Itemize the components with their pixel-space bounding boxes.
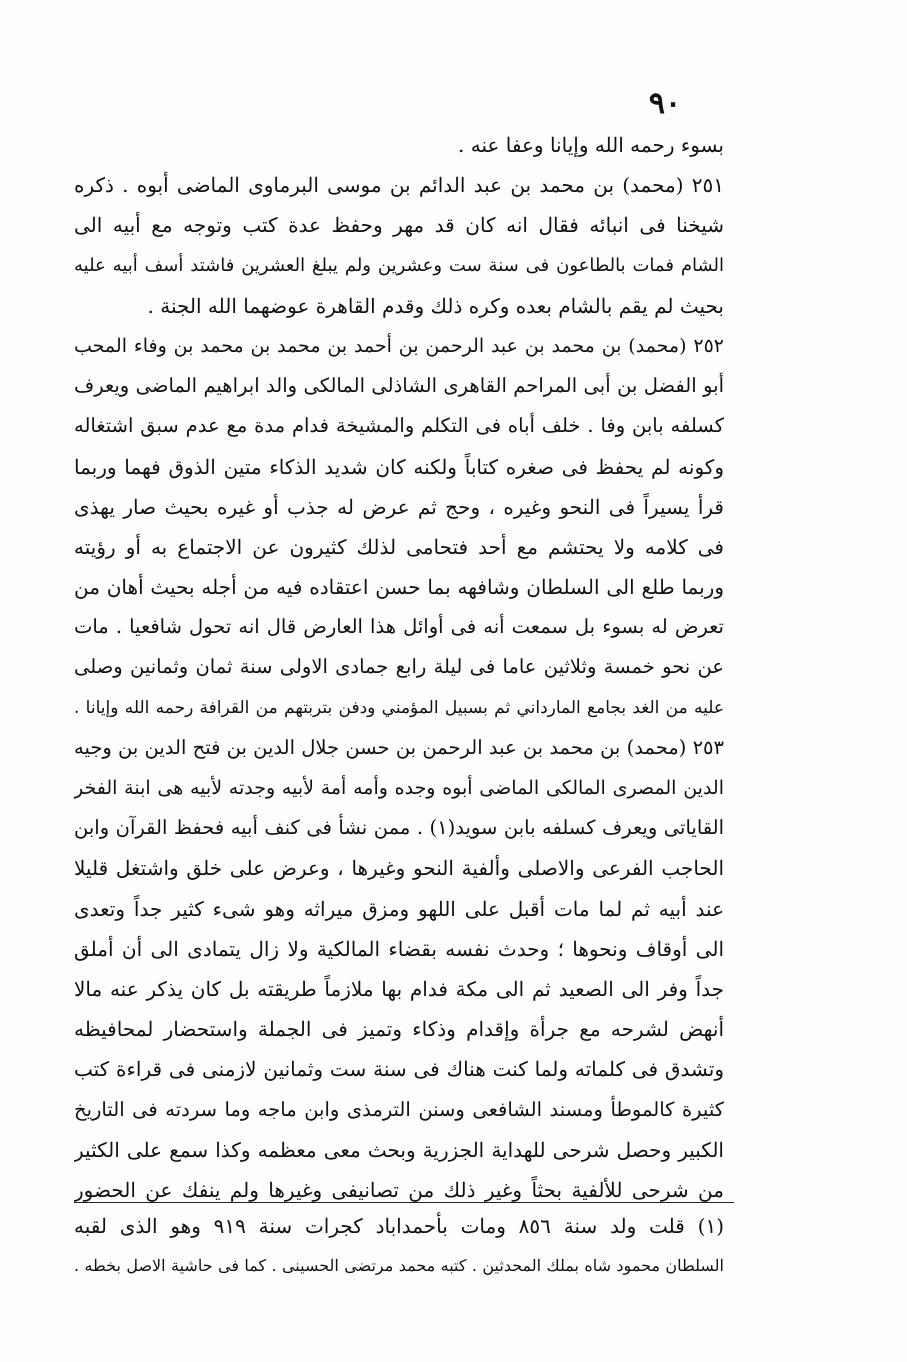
text-line: وكونه لم يحفظ فى صغره كتاباً ولكنه كان شديد الذكاء متين الذوق فهما وربما (74, 454, 724, 479)
text-line: الدين المصرى المالكى الماضى أبوه وجده وأمه أمة لأبيه وجدته لأبيه هى ابنة الفخر (74, 777, 724, 799)
text-line: القاياتى ويعرف كسلفه بابن سويد(١) . ممن نشأ فى كنف أبيه فحفظ القرآن وابن (74, 816, 724, 840)
text-line: الى أوقاف ونحوها ؛ وحدث نفسه بقضاء المالكية ولا زال يتمادى الى أن أملق (74, 936, 724, 961)
footnote-line: (١) قلت ولد سنة ٨٥٦ ومات بأحمداباد كجرات سنة ٩١٩ وهو الذى لقبه (74, 1214, 724, 1238)
footnote-divider (74, 1202, 734, 1203)
text-line: بحيث لم يقم بالشام بعده وكره ذلك وقدم القاهرة عوضهما الله الجنة . (147, 293, 724, 318)
text-line: أنهض لشرحه مع جرأة وإقدام وذكاء وتميز فى الجملة واستحضار لمحافيظه (74, 1017, 724, 1042)
text-line: وتشدق فى كلماته ولما كنت هناك فى سنة ست وثمانين لازمنى فى قراءة كتب (74, 1057, 724, 1082)
text-line: عند أبيه ثم لما مات أقبل على اللهو ومزق ميراثه وهو شىء كثير جداً وتعدى (74, 896, 724, 921)
text-line: قرأ يسيراً فى النحو وغيره ، وحج ثم عرض له جذب أو غيره بحيث صار يهذى (74, 494, 724, 519)
text-line: عليه من الغد بجامع المارداني ثم بسبيل المؤمني ودفن بتربتهم من القرافة رحمه الله وإيانا . (74, 697, 724, 718)
text-line: ٢٥١ (محمد) بن محمد بن عبد الدائم بن موسى البرماوى الماضى أبوه . ذكره (74, 173, 724, 198)
text-line: الكبير وحصل شرحى للهداية الجزرية وبحث معى معظمه وكذا سمع على الكثير (74, 1137, 724, 1162)
text-line: الحاجب الفرعى والاصلى وألفية النحو وغيرها ، وعرض على خلق واشتغل قليلا (74, 856, 724, 881)
footnote-line: السلطان محمود شاه بملك المحدثين . كتبه محمد مرتضى الحسينى . كما فى حاشية الاصل بخطه . (74, 1256, 724, 1276)
text-line: ٢٥٣ (محمد) بن محمد بن عبد الرحمن بن حسن جلال الدين بن فتح الدين بن وجيه (74, 735, 724, 759)
text-line: عن نحو خمسة وثلاثين عاما فى ليلة رابع جمادى الاولى سنة ثمان وثمانين وصلى (74, 655, 724, 679)
text-line: وربما طلع الى السلطان وشافهه بما حسن اعتقاده فيه من أجله بحيث أهان من (74, 575, 724, 600)
text-line: شيخنا فى انبائه فقال انه كان قد مهر وحفظ عدة كتب وتوجه مع أبيه الى (74, 213, 724, 238)
text-line: الشام فمات بالطاعون فى سنة ست وعشرين ولم يبلغ العشرين فاشتد أسف أبيه عليه (74, 254, 724, 276)
page-number: ٩٠ (648, 86, 682, 121)
text-line: كسلفه بابن وفا . خلف أباه فى التكلم والمشيخة فدام مدة مع عدم سبق اشتغاله (74, 414, 724, 438)
text-line: تعرض له بسوء بل سمعت أنه فى أوائل هذا العارض قال انه تحول شافعيا . مات (74, 615, 724, 639)
text-line: أبو الفضل بن أبى المراحم القاهرى الشاذلى المالكى والد ابراهيم الماضى ويعرف (74, 374, 724, 398)
text-line: من شرحى للألفية بحثاً وغير ذلك من تصانيفى وغيرها ولم ينفك عن الحضور (74, 1177, 724, 1202)
main-text-block (74, 125, 724, 1210)
text-line: ٢٥٢ (محمد) بن محمد بن عبد الرحمن بن أحمد بن محمد بن محمد بن وفاء المحب (74, 334, 724, 357)
text-line: كثيرة كالموطأ ومسند الشافعى وسنن الترمذى وابن ماجه وما سردته فى التاريخ (74, 1097, 724, 1121)
text-line: بسوء رحمه الله وإيانا وعفا عنه . (458, 133, 724, 157)
text-line: فى كلامه ولا يحتشم مع أحد فتحامى لذلك كثيرون عن الاجتماع به أو رؤيته (74, 534, 724, 559)
footnotes-block (74, 1206, 724, 1286)
text-line: جداً وفر الى الصعيد ثم الى مكة فدام بها ملازماً طريقته بل كان يذكر عنه مالا (74, 976, 724, 1001)
